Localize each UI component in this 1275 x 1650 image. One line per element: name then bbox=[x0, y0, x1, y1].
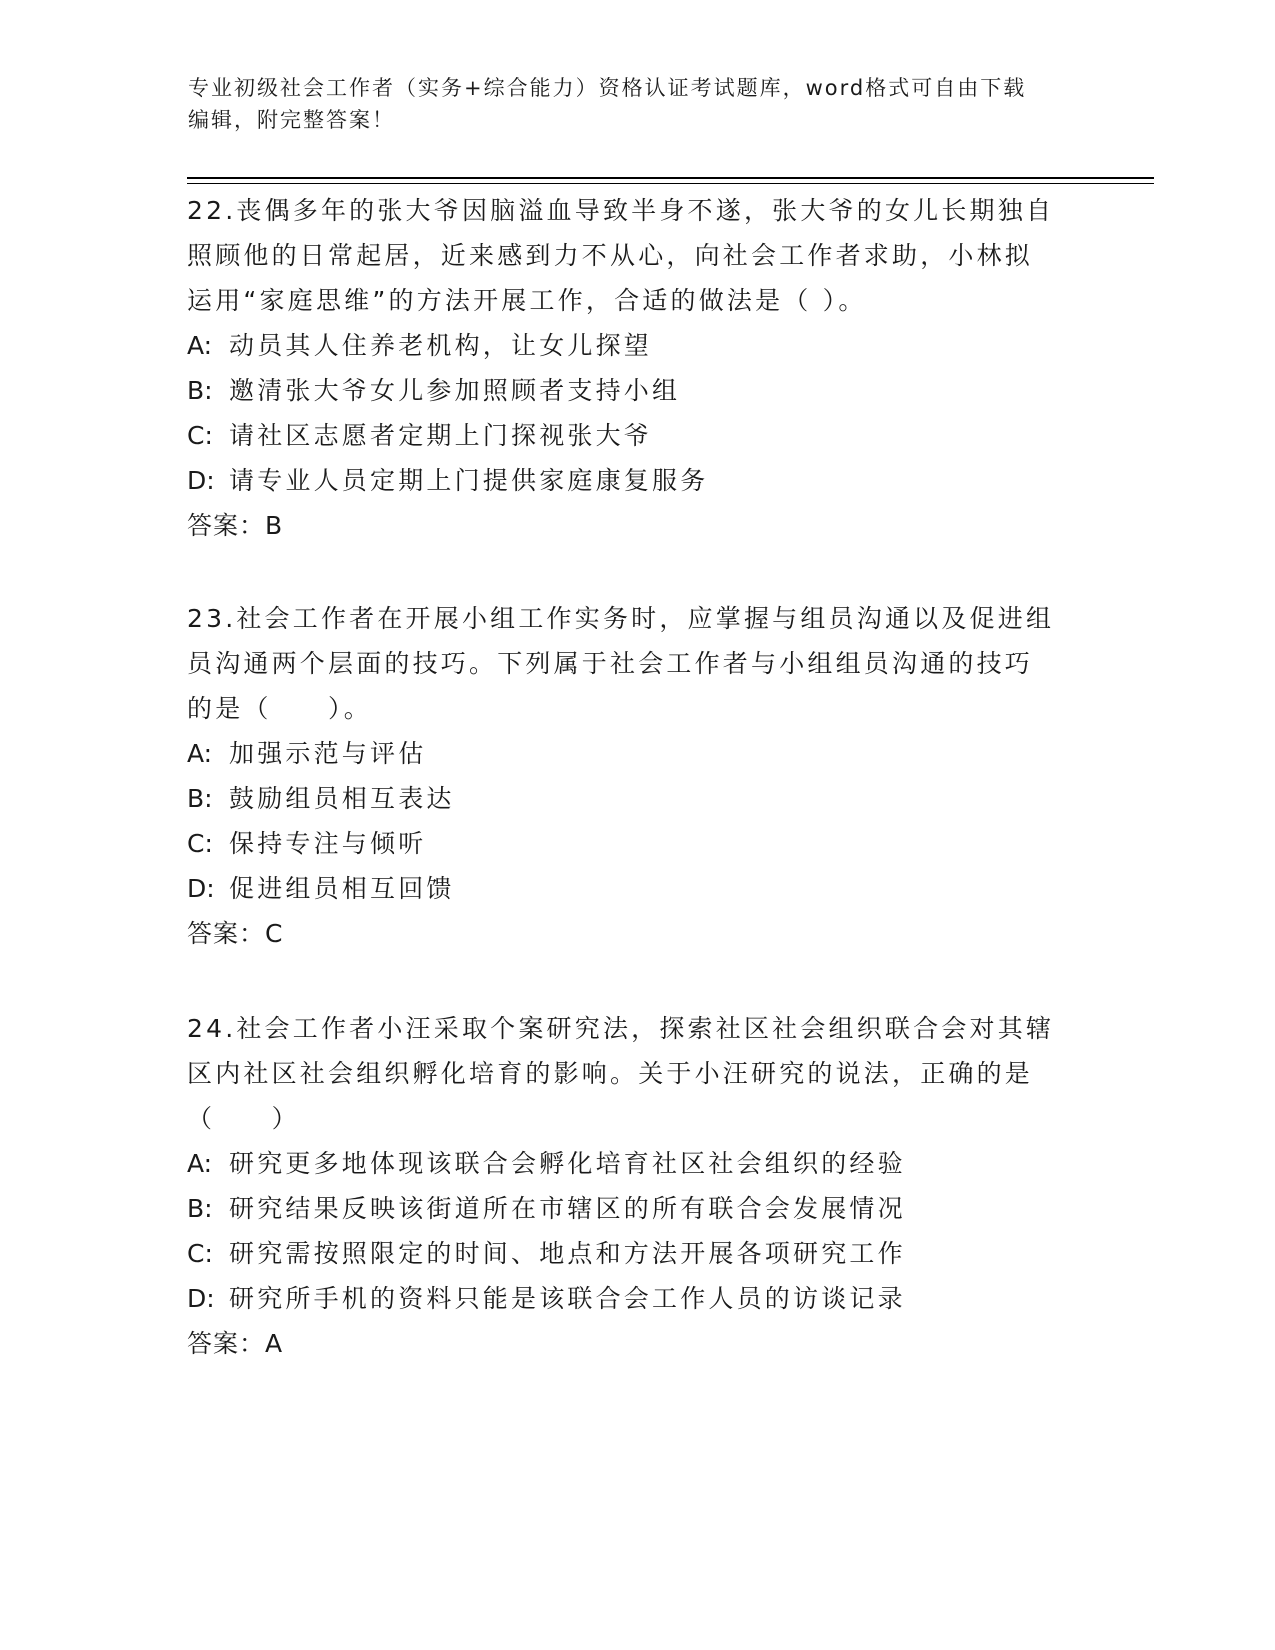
option-d bbox=[187, 1276, 1087, 1321]
option-letter: D: bbox=[187, 1284, 215, 1313]
option-a bbox=[187, 731, 1087, 776]
header-line-1: 专业初级社会工作者（实务+综合能力）资格认证考试题库，word格式可自由下载 bbox=[188, 76, 1027, 100]
question-23 bbox=[187, 596, 1087, 956]
option-letter: B: bbox=[187, 784, 213, 813]
option-letter: C: bbox=[187, 829, 213, 858]
option-c bbox=[187, 821, 1087, 866]
option-text: 研究需按照限定的时间、地点和方法开展各项研究工作 bbox=[229, 1239, 906, 1268]
option-a bbox=[187, 1141, 1087, 1186]
option-letter: B: bbox=[187, 376, 213, 405]
option-letter: A: bbox=[187, 1149, 213, 1178]
option-letter: D: bbox=[187, 874, 215, 903]
option-d bbox=[187, 866, 1087, 911]
option-letter: C: bbox=[187, 1239, 213, 1268]
option-d bbox=[187, 458, 1087, 503]
option-c bbox=[187, 413, 1087, 458]
answer-line: 答案：A bbox=[187, 1329, 284, 1358]
question-stem-line: 员沟通两个层面的技巧。下列属于社会工作者与小组组员沟通的技巧 bbox=[187, 649, 1034, 678]
answer-line: 答案：B bbox=[187, 511, 284, 540]
question-22 bbox=[187, 188, 1087, 548]
option-letter: B: bbox=[187, 1194, 213, 1223]
header-line-2: 编辑，附完整答案！ bbox=[188, 108, 395, 132]
option-text: 促进组员相互回馈 bbox=[229, 874, 455, 903]
question-stem-line: 照顾他的日常起居，近来感到力不从心，向社会工作者求助，小林拟 bbox=[187, 241, 1034, 270]
option-b bbox=[187, 1186, 1087, 1231]
option-text: 动员其人住养老机构，让女儿探望 bbox=[229, 331, 653, 360]
option-text: 加强示范与评估 bbox=[229, 739, 427, 768]
option-letter: D: bbox=[187, 466, 215, 495]
option-letter: A: bbox=[187, 739, 213, 768]
question-stem-line: 运用“家庭思维”的方法开展工作，合适的做法是（ ）。 bbox=[187, 286, 867, 315]
question-stem-line: 22.丧偶多年的张大爷因脑溢血导致半身不遂，张大爷的女儿长期独自 bbox=[187, 196, 1055, 225]
answer-line: 答案：C bbox=[187, 919, 284, 948]
option-letter: C: bbox=[187, 421, 213, 450]
document-header bbox=[188, 72, 1088, 136]
question-stem-line: 23.社会工作者在开展小组工作实务时，应掌握与组员沟通以及促进组 bbox=[187, 604, 1055, 633]
option-text: 邀清张大爷女儿参加照顾者支持小组 bbox=[229, 376, 681, 405]
option-text: 研究结果反映该街道所在市辖区的所有联合会发展情况 bbox=[229, 1194, 906, 1223]
option-a bbox=[187, 323, 1087, 368]
question-stem-line: 区内社区社会组织孵化培育的影响。关于小汪研究的说法，正确的是 bbox=[187, 1059, 1034, 1088]
option-b bbox=[187, 776, 1087, 821]
question-stem-line: （ ） bbox=[187, 1104, 300, 1133]
header-rule-thin bbox=[187, 183, 1154, 184]
question-stem-line: 的是（ ）。 bbox=[187, 694, 372, 723]
option-c bbox=[187, 1231, 1087, 1276]
option-text: 请社区志愿者定期上门探视张大爷 bbox=[229, 421, 653, 450]
option-text: 研究更多地体现该联合会孵化培育社区社会组织的经验 bbox=[229, 1149, 906, 1178]
option-text: 鼓励组员相互表达 bbox=[229, 784, 455, 813]
option-text: 请专业人员定期上门提供家庭康复服务 bbox=[229, 466, 709, 495]
question-stem-line: 24.社会工作者小汪采取个案研究法，探索社区社会组织联合会对其辖 bbox=[187, 1014, 1055, 1043]
option-text: 研究所手机的资料只能是该联合会工作人员的访谈记录 bbox=[229, 1284, 906, 1313]
question-24 bbox=[187, 1006, 1087, 1366]
header-rule-thick bbox=[187, 177, 1154, 179]
option-letter: A: bbox=[187, 331, 213, 360]
option-text: 保持专注与倾听 bbox=[229, 829, 427, 858]
option-b bbox=[187, 368, 1087, 413]
